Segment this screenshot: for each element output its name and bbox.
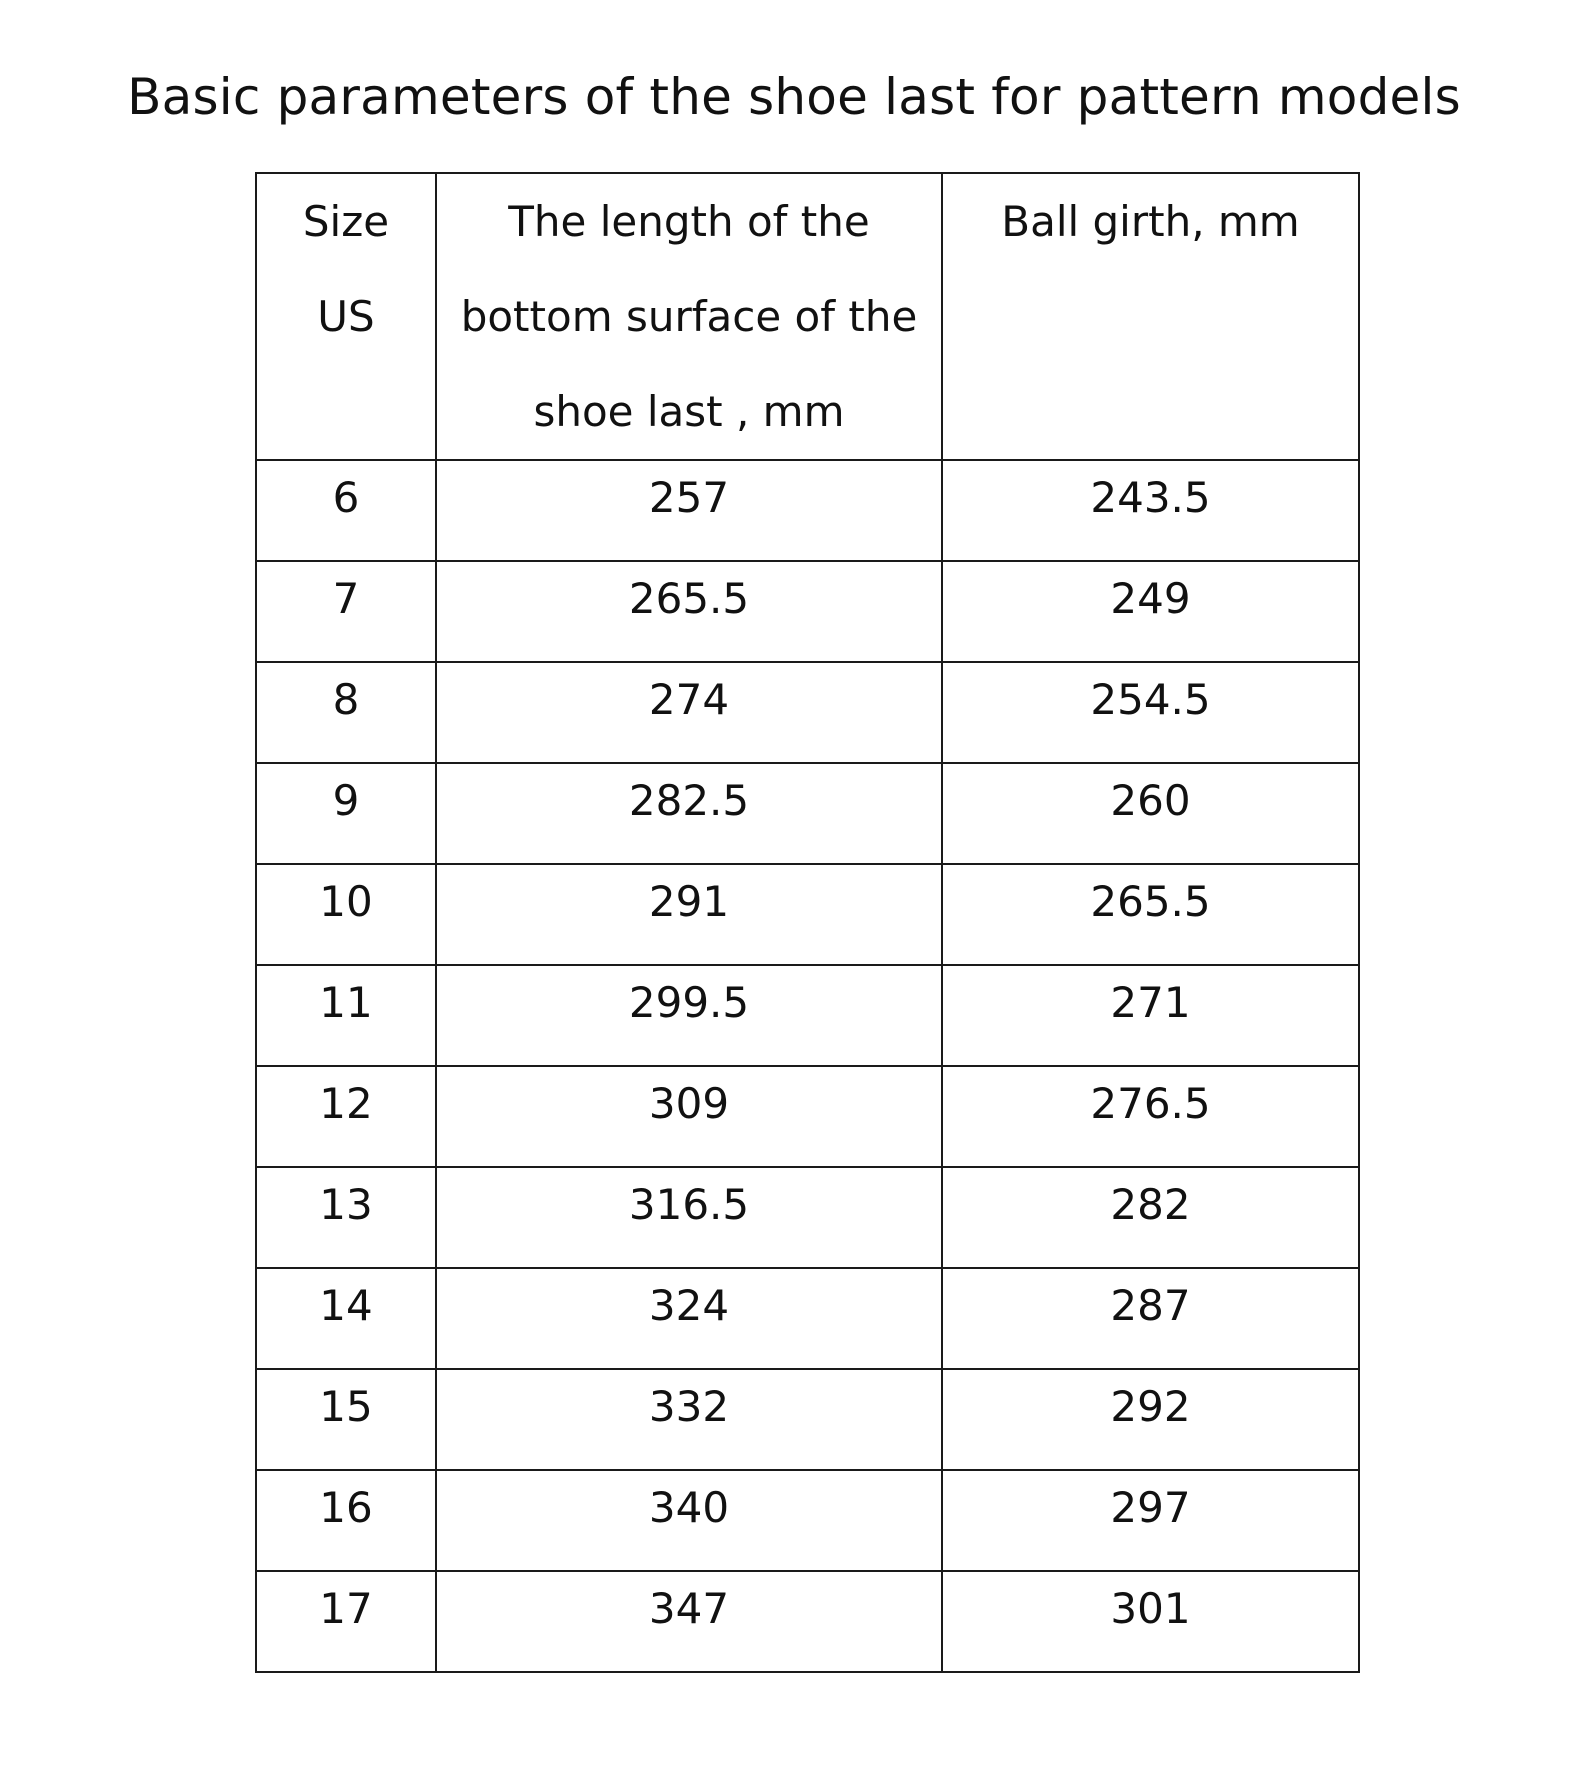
cell-girth: 254.5 (942, 662, 1359, 763)
table-row (256, 965, 1359, 1066)
cell-length: 274 (436, 662, 942, 763)
cell-size: 11 (256, 965, 436, 1066)
table-row (256, 1167, 1359, 1268)
cell-length: 291 (436, 864, 942, 965)
table-body (256, 460, 1359, 1672)
cell-size: 12 (256, 1066, 436, 1167)
table-row (256, 561, 1359, 662)
cell-girth: 282 (942, 1167, 1359, 1268)
header-girth (942, 173, 1359, 460)
table-row (256, 662, 1359, 763)
cell-length: 316.5 (436, 1167, 942, 1268)
cell-length: 282.5 (436, 763, 942, 864)
header-length-line: shoe last , mm (533, 387, 845, 436)
cell-girth: 301 (942, 1571, 1359, 1672)
cell-size: 6 (256, 460, 436, 561)
cell-size: 17 (256, 1571, 436, 1672)
table-row (256, 460, 1359, 561)
table-row (256, 1066, 1359, 1167)
cell-size: 15 (256, 1369, 436, 1470)
cell-size: 16 (256, 1470, 436, 1571)
cell-length: 324 (436, 1268, 942, 1369)
cell-size: 10 (256, 864, 436, 965)
cell-length: 265.5 (436, 561, 942, 662)
cell-length: 299.5 (436, 965, 942, 1066)
table-header (256, 173, 1359, 460)
cell-girth: 249 (942, 561, 1359, 662)
header-size-line: Size (302, 197, 390, 246)
cell-girth: 287 (942, 1268, 1359, 1369)
cell-size: 8 (256, 662, 436, 763)
cell-size: 14 (256, 1268, 436, 1369)
cell-length: 257 (436, 460, 942, 561)
header-length-line: bottom surface of the (460, 292, 918, 341)
cell-length: 347 (436, 1571, 942, 1672)
cell-length: 332 (436, 1369, 942, 1470)
header-girth-line: Ball girth, mm (1001, 197, 1300, 246)
page-title: Basic parameters of the shoe last for pattern models (127, 68, 1461, 126)
cell-girth: 297 (942, 1470, 1359, 1571)
cell-girth: 292 (942, 1369, 1359, 1470)
cell-girth: 271 (942, 965, 1359, 1066)
cell-size: 13 (256, 1167, 436, 1268)
cell-girth: 260 (942, 763, 1359, 864)
table-row (256, 1571, 1359, 1672)
table-row (256, 864, 1359, 965)
table-row (256, 1268, 1359, 1369)
table-header-row (256, 173, 1359, 460)
cell-girth: 265.5 (942, 864, 1359, 965)
cell-length: 309 (436, 1066, 942, 1167)
table-row (256, 1470, 1359, 1571)
shoe-last-parameters-table (255, 172, 1360, 1673)
table-row (256, 763, 1359, 864)
table-row (256, 1369, 1359, 1470)
cell-size: 9 (256, 763, 436, 864)
cell-length: 340 (436, 1470, 942, 1571)
header-size-line: US (317, 292, 375, 341)
header-length-line: The length of the (508, 197, 870, 246)
header-length (436, 173, 942, 460)
header-size (256, 173, 436, 460)
cell-size: 7 (256, 561, 436, 662)
cell-girth: 276.5 (942, 1066, 1359, 1167)
cell-girth: 243.5 (942, 460, 1359, 561)
